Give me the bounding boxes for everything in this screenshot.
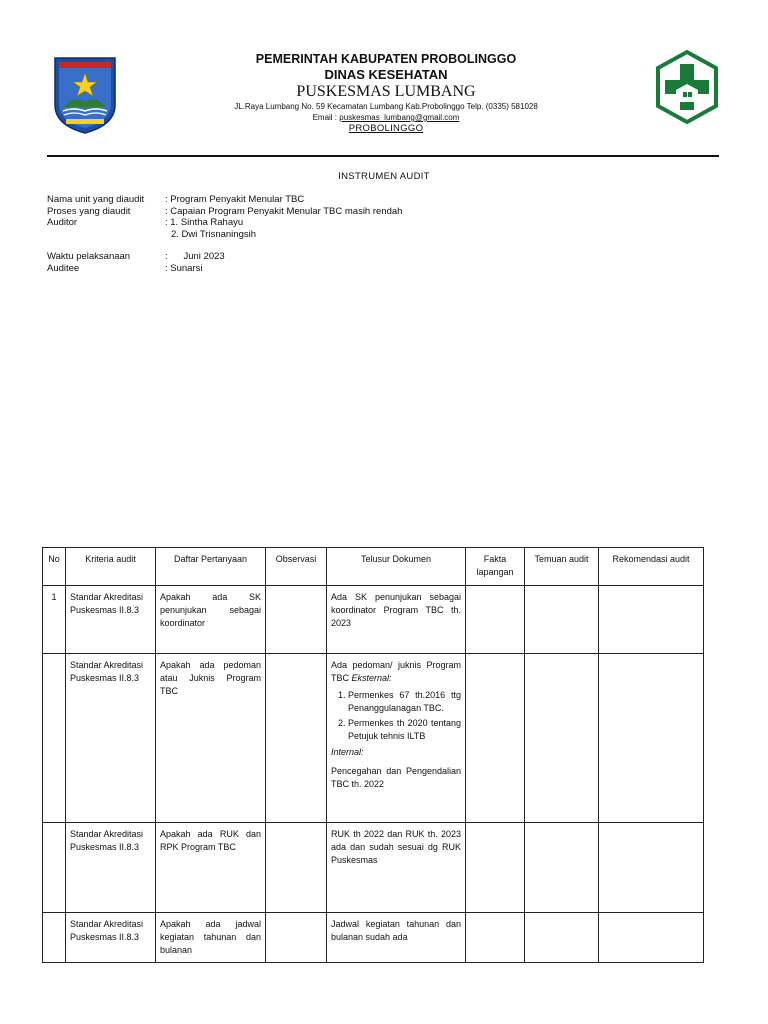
- observasi-cell[interactable]: [266, 913, 327, 963]
- col-header-temuan: Temuan audit: [525, 548, 599, 586]
- list-item: 1. Permenkes 67 th.2016 ttg Penanggulanagan TBC.: [348, 689, 461, 715]
- info-row-unit: Nama unit yang diaudit : Program Penyakit Menular TBC: [47, 194, 305, 205]
- col-header-rekomendasi: Rekomendasi audit: [599, 548, 704, 586]
- observasi-cell[interactable]: [266, 586, 327, 654]
- reference-list: [331, 689, 461, 743]
- rekomendasi-cell[interactable]: [599, 913, 704, 963]
- info-row-time: Waktu pelaksanaan : Juni 2023: [47, 251, 225, 262]
- col-header-daftar: Daftar Pertanyaan: [156, 548, 266, 586]
- observasi-cell[interactable]: [266, 654, 327, 823]
- fakta-cell[interactable]: [466, 654, 525, 823]
- letterhead-puskesmas: PUSKESMAS LUMBANG: [296, 83, 476, 100]
- list-item: 2. Permenkes th 2020 tentang Petujuk tehnis ILTB: [348, 717, 461, 743]
- col-header-observasi: Observasi: [266, 548, 327, 586]
- probolinggo-regency-crest-icon: [52, 55, 118, 135]
- col-header-fakta: Fakta lapangan: [466, 548, 525, 586]
- puskesmas-green-cross-icon: [654, 50, 720, 124]
- info-row-auditor-2: 2. Dwi Trisnaningsih: [171, 228, 257, 240]
- table-row: Standar Akreditasi Puskesmas II.8.3 Apakah ada RUK dan RPK Program TBC RUK th 2022 dan RUK th. 2023 ada dan sudah sesuai dg RUK Puskesmas: [43, 823, 704, 913]
- table-header-row: [43, 548, 704, 586]
- letterhead-government: PEMERINTAH KABUPATEN PROBOLINGGO: [255, 52, 517, 66]
- table-row: Standar Akreditasi Puskesmas II.8.3 Apakah ada pedoman atau Juknis Program TBC Ada pedoman/ juknis Program TBC Eksternal: 1. Permenkes 67 th.2016 ttg Penanggulanagan TBC. 2. Permenkes th 2020 tentang Petujuk tehnis ILTB Internal: Pencegahan dan Pengendalian TBC th. 2022: [43, 654, 704, 823]
- info-row-auditor: Auditor : 1. Sintha Rahayu: [47, 217, 244, 228]
- letterhead-department: DINAS KESEHATAN: [324, 67, 448, 82]
- temuan-cell[interactable]: [525, 823, 599, 913]
- info-row-process: Proses yang diaudit : Capaian Program Penyakit Menular TBC masih rendah: [47, 205, 403, 217]
- header-divider: [47, 155, 719, 157]
- rekomendasi-cell[interactable]: [599, 586, 704, 654]
- letterhead-city: PROBOLINGGO: [348, 123, 424, 134]
- fakta-cell[interactable]: [466, 586, 525, 654]
- letterhead-email: Email : puskesmas_lumbang@gmail.com: [312, 113, 460, 122]
- info-row-auditee: Auditee : Sunarsi: [47, 262, 203, 274]
- audit-info: [47, 194, 402, 274]
- col-header-telusur: Telusur Dokumen: [327, 548, 466, 586]
- letterhead: [190, 52, 582, 135]
- audit-table: [42, 547, 704, 963]
- telusur-cell: Ada pedoman/ juknis Program TBC Eksternal: 1. Permenkes 67 th.2016 ttg Penanggulanagan TBC. 2. Permenkes th 2020 tentang Petujuk tehnis ILTB Internal: Pencegahan dan Pengendalian TBC th. 2022: [327, 654, 466, 823]
- temuan-cell[interactable]: [525, 586, 599, 654]
- col-header-kriteria: Kriteria audit: [66, 548, 156, 586]
- temuan-cell[interactable]: [525, 654, 599, 823]
- letterhead-address: JL.Raya Lumbang No. 59 Kecamatan Lumbang Kab.Probolinggo Telp. (0335) 581028: [234, 102, 538, 111]
- col-header-no: No: [43, 548, 66, 586]
- fakta-cell[interactable]: [466, 913, 525, 963]
- table-row: Standar Akreditasi Puskesmas II.8.3 Apakah ada jadwal kegiatan tahunan dan bulanan Jadwal kegiatan tahunan dan bulanan sudah ada: [43, 913, 704, 963]
- document-title: INSTRUMEN AUDIT: [338, 171, 430, 182]
- rekomendasi-cell[interactable]: [599, 654, 704, 823]
- rekomendasi-cell[interactable]: [599, 823, 704, 913]
- email-link[interactable]: puskesmas_lumbang@gmail.com: [339, 113, 460, 122]
- observasi-cell[interactable]: [266, 823, 327, 913]
- table-row: 1 Standar Akreditasi Puskesmas II.8.3 Apakah ada SK penunjukan sebagai koordinator Ada SK penunjukan sebagai koordinator Program TBC th. 2023: [43, 586, 704, 654]
- temuan-cell[interactable]: [525, 913, 599, 963]
- fakta-cell[interactable]: [466, 823, 525, 913]
